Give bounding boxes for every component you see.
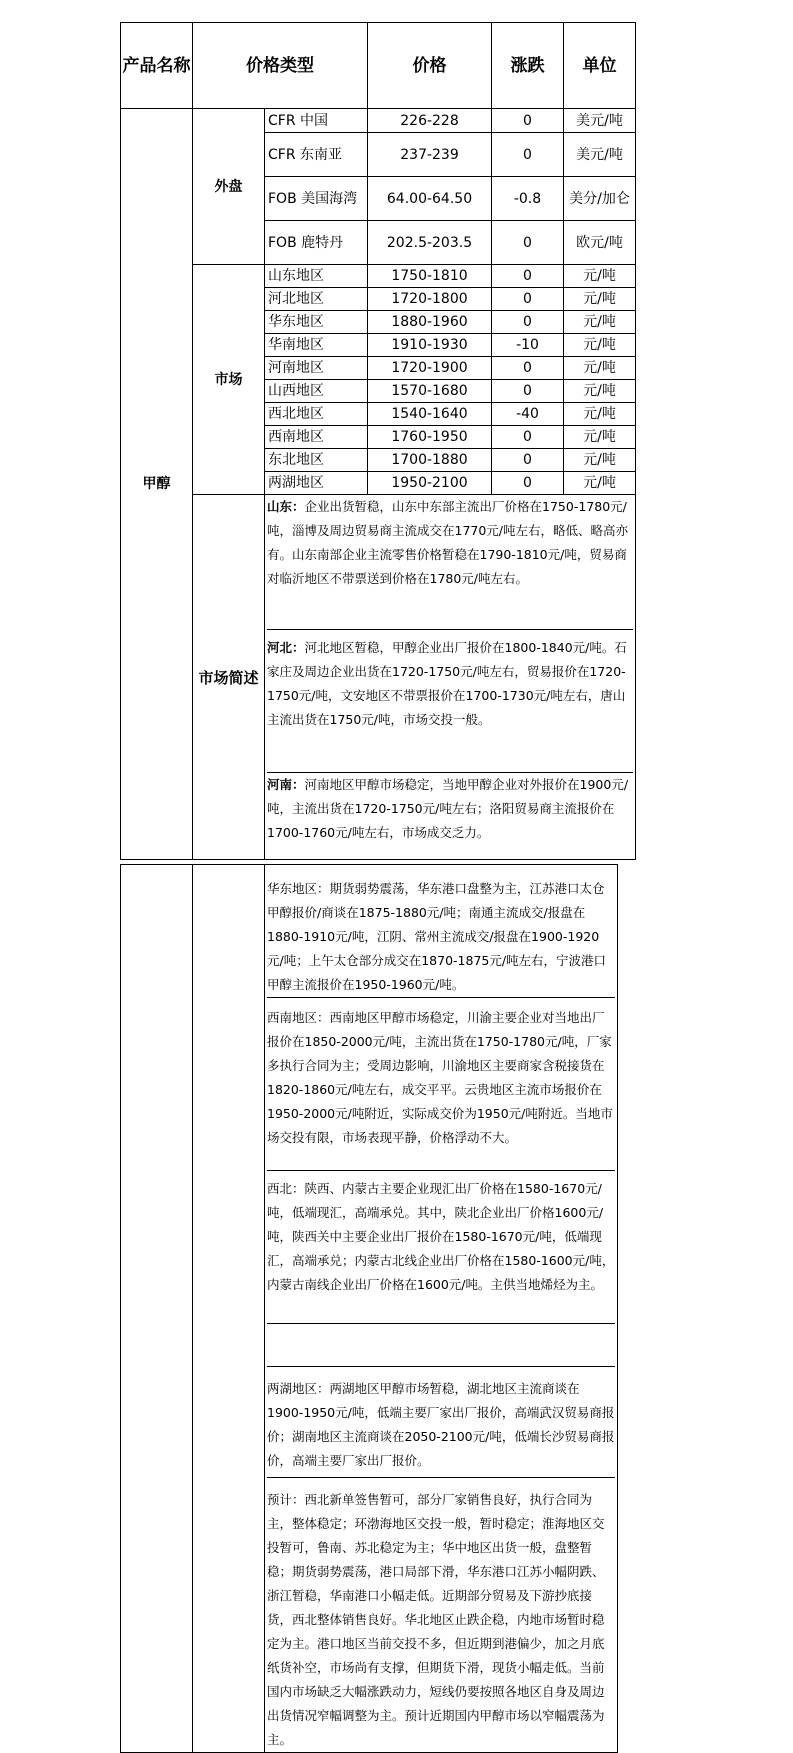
- row-price: 1750-1810: [368, 265, 492, 288]
- row-price: 1760-1950: [368, 426, 492, 449]
- header-unit: 单位: [564, 23, 636, 109]
- row-price: 1950-2100: [368, 472, 492, 495]
- summary-text: 西北新单签售暂可，部分厂家销售良好，执行合同为主，整体稳定；环渤海地区交投一般，暂时稳定；淮海地区交投暂可，鲁南、苏北稳定为主；华中地区出货一般，盘整暂稳；期货弱势震荡，港口局部下滑，华东港口江苏小幅阴跌、浙江暂稳，华南港口小幅走低。近期部分贸易及下游抄底接货，西北整体销售良好。华北地区止跌企稳，内地市场暂时稳定为主。港口地区当前交投不多，但近期到港偏少，加之月底纸货补空，市场尚有支撑，但期货下滑，现货小幅走低。当前国内市场缺乏大幅涨跌动力，短线仍要按照各地区自身及周边出货情况窄幅调整为主。预计近期国内甲醇市场以窄幅震荡为主。: [267, 1492, 605, 1747]
- summary-text: 陕西、内蒙古主要企业现汇出厂价格在1580-1670元/吨，低端现汇，高端承兑。其中，陕北企业出厂价格1600元/吨，陕西关中主要企业出厂报价在1580-1670元/吨，低端现汇，高端承兑；内蒙古北线企业出厂价格在1580-1600元/吨，内蒙古南线企业出厂价格在1600元/吨。主供当地烯烃为主。: [267, 1181, 615, 1292]
- summary-key: 西北：: [267, 1181, 305, 1196]
- header-price: 价格: [368, 23, 492, 109]
- summary-key: 河北：: [267, 640, 305, 655]
- row-unit: 欧元/吨: [564, 221, 636, 265]
- row-name: FOB 美国海湾: [265, 177, 368, 221]
- header-change: 涨跌: [492, 23, 564, 109]
- summary-text: 河北地区暂稳，甲醇企业出厂报价在1800-1840元/吨。石家庄及周边企业出货在1720-1750元/吨左右，贸易报价在1720-1750元/吨，文安地区不带票报价在1700-1730元/吨左右，唐山主流出货在1750元/吨，市场交投一般。: [267, 640, 627, 727]
- row-change: -40: [492, 403, 564, 426]
- row-unit: 美元/吨: [564, 109, 636, 133]
- summary-forecast: [267, 1478, 615, 1752]
- row-change: 0: [492, 265, 564, 288]
- row-unit: 元/吨: [564, 265, 636, 288]
- blank-category-cell: [193, 865, 265, 1753]
- row-unit: 元/吨: [564, 449, 636, 472]
- row-name: 东北地区: [265, 449, 368, 472]
- row-price: 1540-1640: [368, 403, 492, 426]
- row-change: 0: [492, 449, 564, 472]
- summary-text: 期货弱势震荡，华东港口盘整为主，江苏港口太仓甲醇报价/商谈在1875-1880元/吨；南通主流成交/报盘在1880-1910元/吨，江阴、常州主流成交/报盘在1900-1920元/吨；上午太仓部分成交在1870-1875元/吨左右，宁波港口甲醇主流报价在1950-1960元/吨。: [267, 881, 607, 992]
- summary-huadong: [267, 865, 615, 998]
- summary-key: 两湖地区：: [267, 1381, 330, 1396]
- row-unit: 元/吨: [564, 311, 636, 334]
- summary-xinan: [267, 998, 615, 1171]
- summary-text: 企业出货暂稳，山东中东部主流出厂价格在1750-1780元/吨，淄博及周边贸易商主流成交在1770元/吨左右，略低、略高亦有。山东南部企业主流零售价格暂稳在1790-1810元/吨，贸易商对临沂地区不带票送到价格在1780元/吨左右。: [267, 499, 629, 586]
- product-name: 甲醇: [121, 109, 193, 860]
- summary-empty-row: [267, 1324, 615, 1367]
- price-table: [120, 22, 636, 860]
- row-name: 西北地区: [265, 403, 368, 426]
- row-name: CFR 中国: [265, 109, 368, 133]
- row-price: 1720-1900: [368, 357, 492, 380]
- row-name: 华东地区: [265, 311, 368, 334]
- row-unit: 元/吨: [564, 357, 636, 380]
- summary-table-continued: [120, 864, 618, 1753]
- row-unit: 美分/加仑: [564, 177, 636, 221]
- row-name: 两湖地区: [265, 472, 368, 495]
- summary-key: 预计：: [267, 1492, 305, 1507]
- row-change: -0.8: [492, 177, 564, 221]
- row-price: 237-239: [368, 133, 492, 177]
- row-price: 1700-1880: [368, 449, 492, 472]
- row-name: FOB 鹿特丹: [265, 221, 368, 265]
- header-price-type: 价格类型: [193, 23, 368, 109]
- summary-text: 西南地区甲醇市场稳定，川渝主要企业对当地出厂报价在1850-2000元/吨，主流出货在1750-1780元/吨，厂家多执行合同为主；受周边影响，川渝地区主要商家含税接货在1820-1860元/吨左右，成交平平。云贵地区主流市场报价在1950-2000元/吨附近，实际成交价为1950元/吨附近。当地市场交投有限，市场表现平静，价格浮动不大。: [267, 1010, 613, 1145]
- row-price: 64.00-64.50: [368, 177, 492, 221]
- row-price: 202.5-203.5: [368, 221, 492, 265]
- row-unit: 元/吨: [564, 288, 636, 311]
- row-name: CFR 东南亚: [265, 133, 368, 177]
- summary-text: 两湖地区甲醇市场暂稳，湖北地区主流商谈在1900-1950元/吨，低端主要厂家出厂报价，高端武汉贸易商报价；湖南地区主流商谈在2050-2100元/吨，低端长沙贸易商报价，高端主要厂家出厂报价。: [267, 1381, 615, 1468]
- row-unit: 元/吨: [564, 472, 636, 495]
- category-external: 外盘: [193, 109, 265, 265]
- row-change: 0: [492, 221, 564, 265]
- summary-shandong: [267, 495, 633, 630]
- row-change: 0: [492, 109, 564, 133]
- blank-product-cell: [121, 865, 193, 1753]
- summary-lianghu: [267, 1367, 615, 1478]
- row-name: 河南地区: [265, 357, 368, 380]
- row-unit: 元/吨: [564, 426, 636, 449]
- row-price: 226-228: [368, 109, 492, 133]
- summary-key: 河南：: [267, 777, 305, 792]
- row-change: 0: [492, 472, 564, 495]
- row-change: 0: [492, 426, 564, 449]
- row-name: 山东地区: [265, 265, 368, 288]
- summary-hebei: [267, 630, 633, 773]
- row-change: 0: [492, 133, 564, 177]
- row-name: 西南地区: [265, 426, 368, 449]
- row-unit: 元/吨: [564, 334, 636, 357]
- row-change: 0: [492, 288, 564, 311]
- row-price: 1880-1960: [368, 311, 492, 334]
- row-change: 0: [492, 380, 564, 403]
- row-price: 1910-1930: [368, 334, 492, 357]
- summary-key: 西南地区：: [267, 1010, 330, 1025]
- category-market: 市场: [193, 265, 265, 495]
- row-unit: 美元/吨: [564, 133, 636, 177]
- summary-text: 河南地区甲醇市场稳定，当地甲醇企业对外报价在1900元/吨，主流出货在1720-1750元/吨左右；洛阳贸易商主流报价在1700-1760元/吨左右，市场成交乏力。: [267, 777, 629, 840]
- row-price: 1720-1800: [368, 288, 492, 311]
- summary-key: 山东：: [267, 499, 305, 514]
- row-name: 山西地区: [265, 380, 368, 403]
- row-unit: 元/吨: [564, 380, 636, 403]
- summary-xibei: [267, 1171, 615, 1324]
- summary-key: 华东地区：: [267, 881, 330, 896]
- summary2-cell: [265, 865, 618, 1753]
- row-price: 1570-1680: [368, 380, 492, 403]
- row-change: 0: [492, 357, 564, 380]
- row-name: 河北地区: [265, 288, 368, 311]
- header-product: 产品名称: [121, 23, 193, 109]
- row-unit: 元/吨: [564, 403, 636, 426]
- summary-cell: [265, 495, 636, 860]
- summary-henan: [267, 773, 633, 859]
- row-change: 0: [492, 311, 564, 334]
- row-change: -10: [492, 334, 564, 357]
- row-name: 华南地区: [265, 334, 368, 357]
- category-summary: 市场简述: [193, 495, 265, 860]
